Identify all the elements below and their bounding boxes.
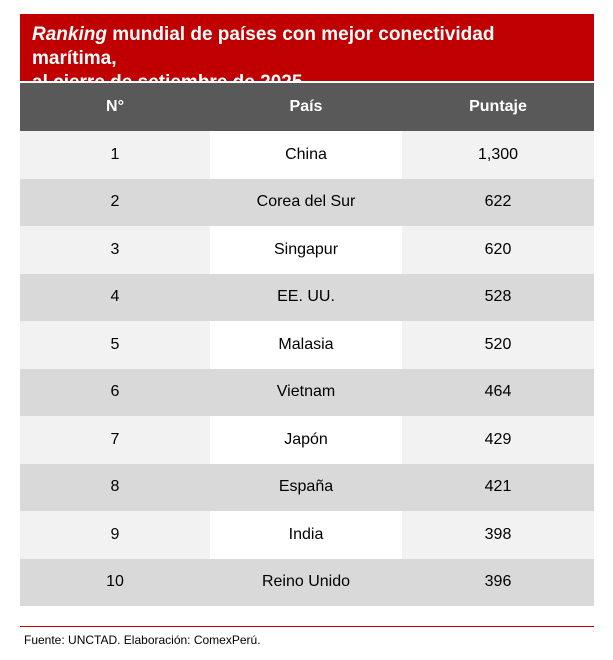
header-rank: N° — [106, 98, 124, 115]
cell-score: 464 — [402, 369, 594, 417]
table-header — [20, 83, 594, 131]
title-italic: Ranking — [32, 24, 107, 45]
cell-country: Malasia — [210, 321, 402, 369]
footer-divider — [20, 626, 594, 627]
ranking-table — [20, 83, 594, 606]
cell-country: Japón — [210, 416, 402, 464]
cell-rank: 5 — [20, 321, 210, 369]
cell-country: EE. UU. — [210, 274, 402, 322]
cell-rank: 10 — [20, 559, 210, 607]
cell-rank: 2 — [20, 179, 210, 227]
cell-score: 1,300 — [402, 131, 594, 179]
cell-country: Corea del Sur — [210, 179, 402, 227]
cell-rank: 7 — [20, 416, 210, 464]
header-score: Puntaje — [469, 98, 527, 115]
cell-rank: 8 — [20, 464, 210, 512]
cell-country: China — [210, 131, 402, 179]
cell-rank: 6 — [20, 369, 210, 417]
table-row — [20, 369, 594, 417]
cell-country: India — [210, 511, 402, 559]
source-note: Fuente: UNCTAD. Elaboración: ComexPerú. — [24, 633, 261, 647]
cell-score: 622 — [402, 179, 594, 227]
cell-score: 396 — [402, 559, 594, 607]
table-row — [20, 511, 594, 559]
chart-title — [20, 14, 594, 81]
table-row — [20, 559, 594, 607]
cell-country: España — [210, 464, 402, 512]
cell-country: Vietnam — [210, 369, 402, 417]
table-row — [20, 226, 594, 274]
cell-country: Reino Unido — [210, 559, 402, 607]
table-row — [20, 131, 594, 179]
title-line-1 — [32, 23, 582, 71]
table-row — [20, 274, 594, 322]
cell-rank: 1 — [20, 131, 210, 179]
cell-rank: 9 — [20, 511, 210, 559]
cell-score: 421 — [402, 464, 594, 512]
cell-rank: 3 — [20, 226, 210, 274]
header-country: País — [289, 98, 323, 115]
cell-score: 520 — [402, 321, 594, 369]
cell-score: 398 — [402, 511, 594, 559]
cell-country: Singapur — [210, 226, 402, 274]
table-row — [20, 416, 594, 464]
title-rest: mundial de países con mejor conectividad marítima, — [32, 24, 495, 69]
cell-rank: 4 — [20, 274, 210, 322]
cell-score: 528 — [402, 274, 594, 322]
table-row — [20, 464, 594, 512]
cell-score: 429 — [402, 416, 594, 464]
table-row — [20, 179, 594, 227]
table-row — [20, 321, 594, 369]
cell-score: 620 — [402, 226, 594, 274]
table-body — [20, 131, 594, 606]
